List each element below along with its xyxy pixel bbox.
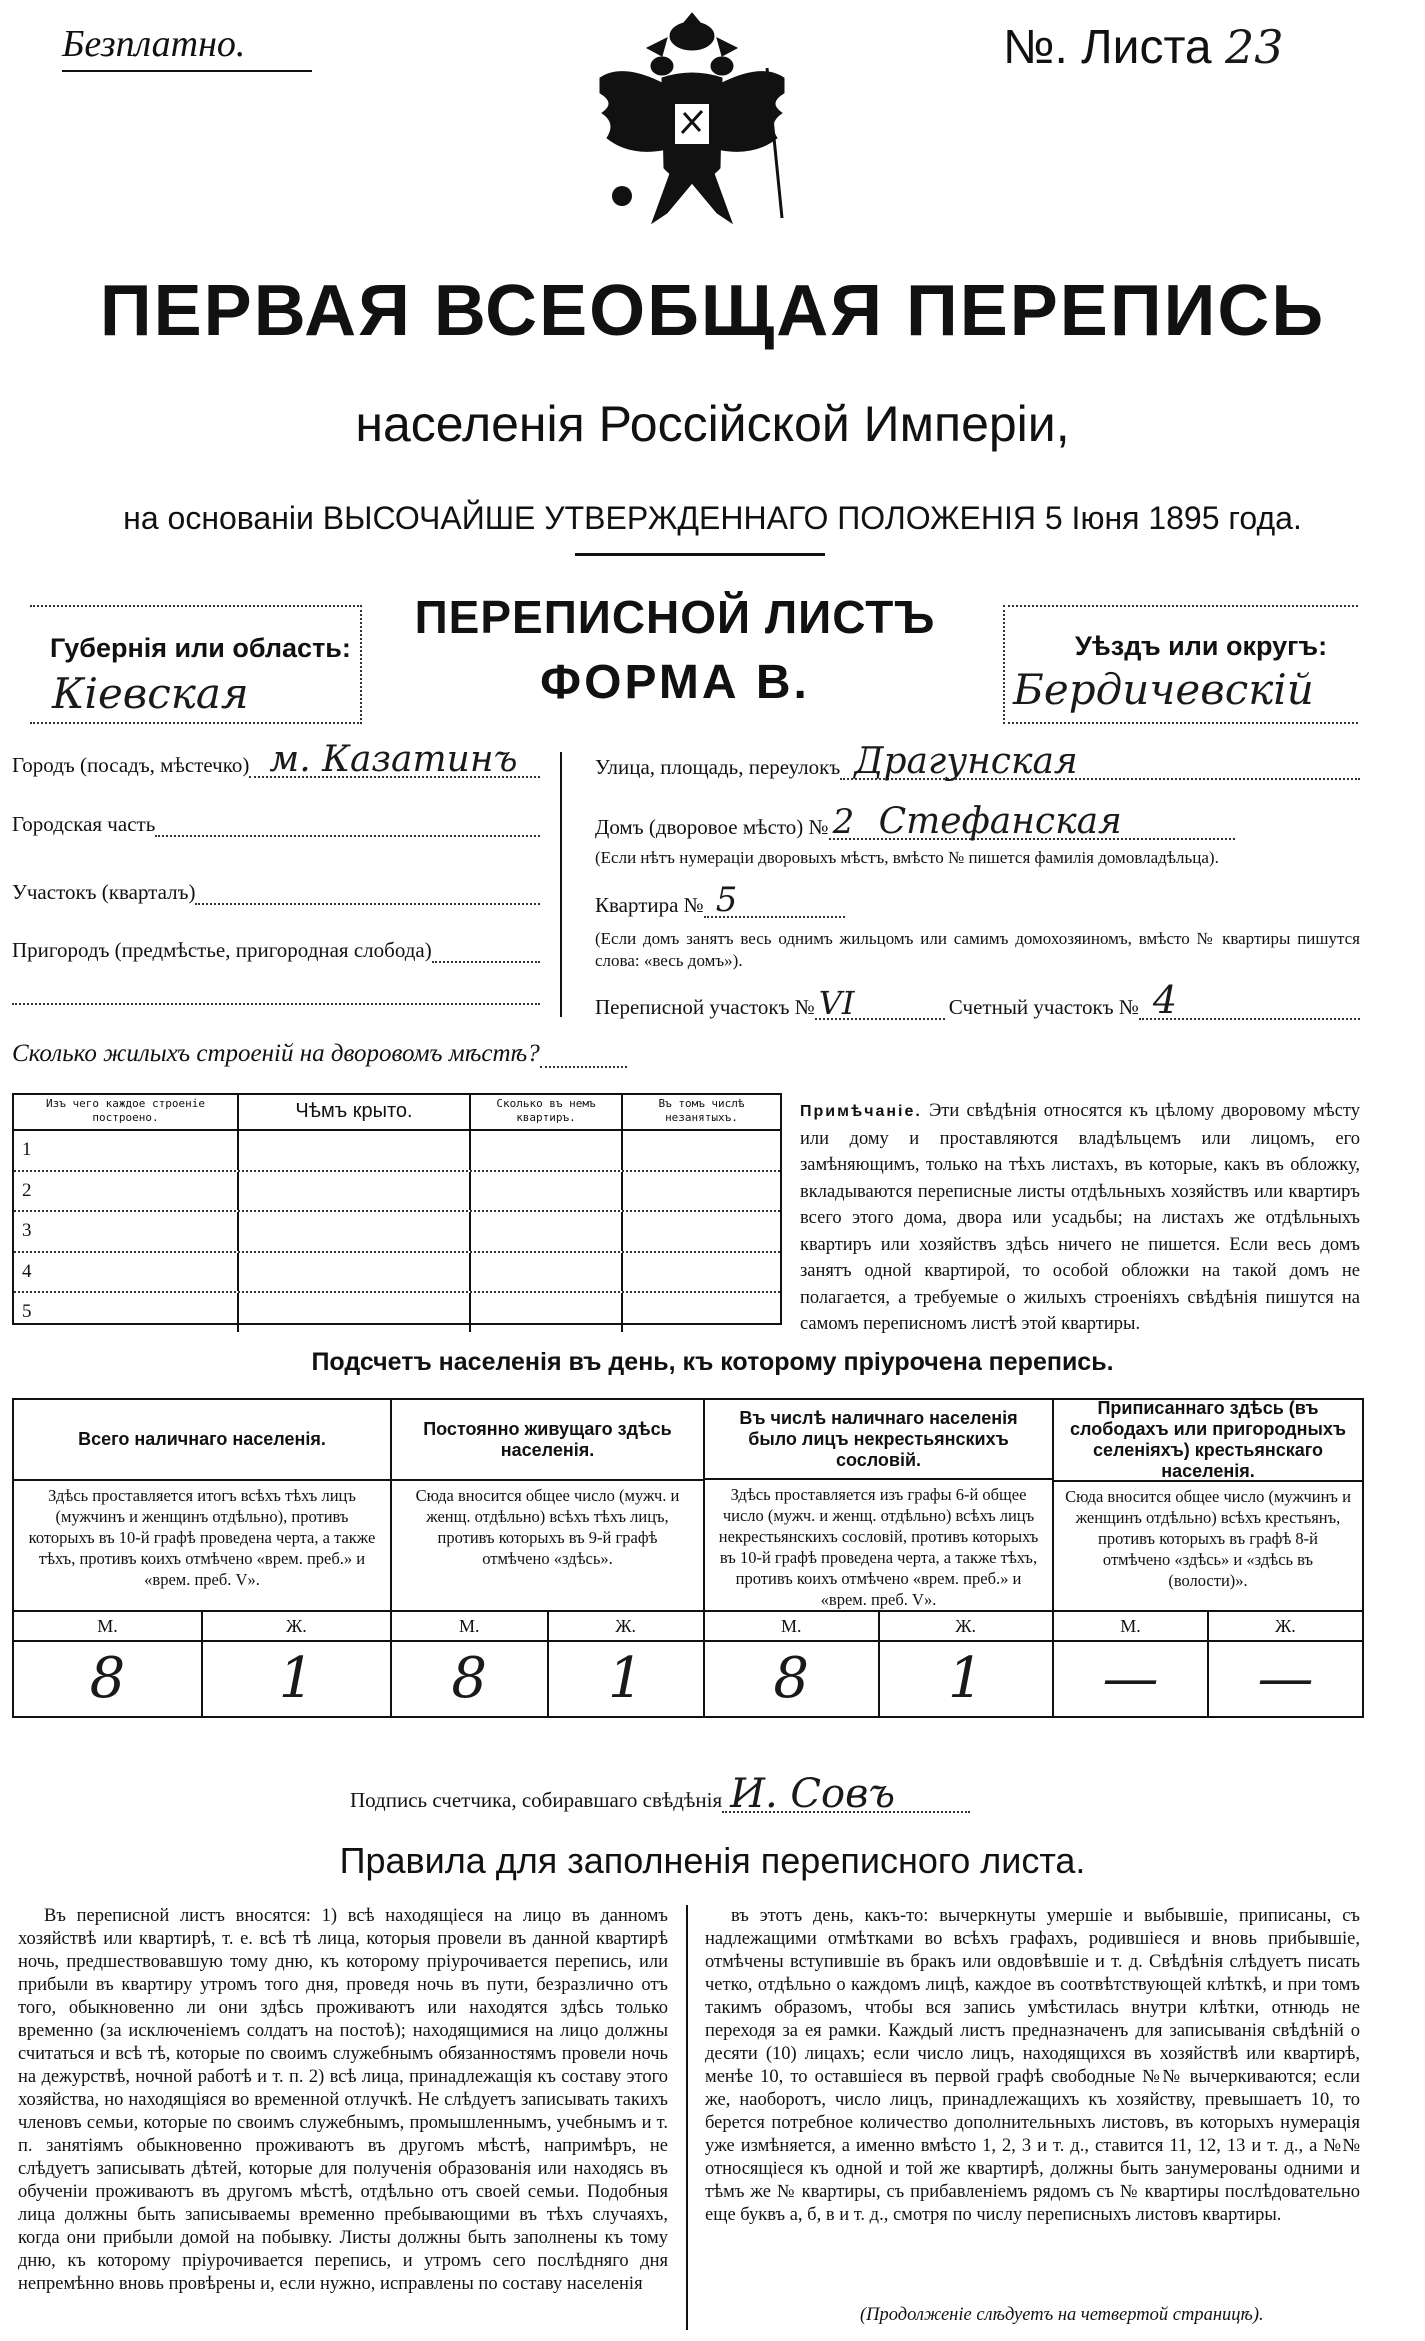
- count-column-head: Постоянно живущаго здѣсь населенія.: [392, 1400, 703, 1481]
- count-column: [1054, 1400, 1362, 1716]
- buildings-table: [12, 1093, 782, 1325]
- city-part-label: Городская часть: [12, 812, 156, 836]
- female-count-value[interactable]: —: [1257, 1646, 1314, 1711]
- rules-divider: [686, 1905, 688, 2330]
- uezd-label: Уѣздъ или округъ:: [1075, 631, 1328, 661]
- material-cell[interactable]: [14, 1131, 239, 1170]
- count-column: [392, 1400, 705, 1716]
- imperial-eagle-emblem: [592, 8, 792, 233]
- apartments-cell[interactable]: [471, 1212, 623, 1251]
- count-title: Подсчетъ населенія въ день, къ которому пріурочена перепись.: [311, 1348, 1114, 1376]
- apartment-note: (Если домъ занятъ весь однимъ жильцомъ или самимъ домохозяиномъ, вмѣсто № квартиры пишутся слова: «весь домъ»).: [595, 929, 1360, 970]
- vacant-cell[interactable]: [623, 1293, 780, 1332]
- buildings-question: Сколько жилыхъ строеній на дворовомъ мѣстѣ?: [12, 1040, 540, 1067]
- apartments-cell[interactable]: [471, 1172, 623, 1211]
- male-count-value[interactable]: 8: [14, 1642, 203, 1716]
- row-number: 2: [22, 1179, 32, 1201]
- count-column-head: Всего наличнаго населенія.: [14, 1400, 390, 1481]
- rules-left-column: Въ переписной листъ вносятся: 1) всѣ находящіеся на лицо въ данномъ хозяйствѣ или квартирѣ, т. е. всѣ тѣ лица, которыя провели въ данной квартирѣ ночь, предшествовавшую тому дню, къ которому пріурочивается перепись, или прибыли въ квартиру утромъ того дня, проведя ночь въ пути, безразлично отъ того, обыкновенно ли они здѣсь проживаютъ или находятся здѣсь только временно (за исключеніемъ солдатъ на постоѣ); находящимися на лицо должны считаться и всѣ тѣ, которые по своимъ служебнымъ обязанностямъ провели ночь на дежурствѣ, ночной работѣ и т. п. 2) всѣ лица, принадлежащія къ составу этого хозяйства, но находящіяся во временной отлучкѣ. Не слѣдуетъ записывать такихъ членовъ семьи, которые по своимъ служебнымъ, промышленнымъ, учебнымъ и т. п. занятіямъ обыкновенно проживаютъ въ другомъ мѣстѣ, напримѣръ, не слѣдуетъ записывать дѣтей, которые для полученія образованія или находясь въ обученіи проживаютъ въ другомъ мѣстѣ, отдѣльно отъ своей семьи. Подобныя лица должны быть записываемы временно пребывающими въ тѣхъ случаяхъ, когда они прибыли домой на побывку. Листы должны быть заполнены къ тому дню, къ которому пріурочивается перепись, и утромъ сего послѣдняго дня непремѣнно вновь провѣрены и, если нужно, исправлены по составу населенія: [18, 1906, 668, 2294]
- col-apartments: Сколько въ немъ квартиръ.: [471, 1095, 623, 1129]
- vacant-cell[interactable]: [623, 1131, 780, 1170]
- legal-basis: на основаніи ВЫСОЧАЙШЕ УТВЕРЖДЕННАГО ПОЛОЖЕНІЯ 5 Іюня 1895 года.: [123, 500, 1302, 536]
- buildings-row: [14, 1212, 780, 1253]
- row-number: 5: [22, 1301, 32, 1322]
- female-label: Ж.: [286, 1616, 307, 1636]
- city-label: Городъ (посадъ, мѣстечко): [12, 753, 250, 777]
- male-label: М.: [392, 1612, 549, 1640]
- count-column-head: Приписаннаго здѣсь (въ слободахъ или пригородныхъ селеніяхъ) крестьянскаго населенія.: [1054, 1400, 1362, 1482]
- suburb-field[interactable]: [432, 939, 540, 963]
- col-material: Изъ чего каждое строеніе построено.: [14, 1095, 239, 1129]
- house-owner: Стефанская: [878, 801, 1122, 842]
- male-label: М.: [1054, 1612, 1209, 1640]
- house-row: [595, 801, 1235, 842]
- count-column-desc: Здѣсь проставляется изъ графы 6-й общее число (мужч. и женщ. отдѣльно) всѣхъ лицъ некрестьянскихъ сословій, противъ которыхъ въ 10-й графѣ проведена черта, а также тѣхъ, противъ коихъ отмѣчено «врем. преб.» и «врем. преб. V».: [705, 1480, 1052, 1612]
- city-value: м. Казатинъ: [269, 739, 518, 780]
- apartment-row: [595, 880, 845, 920]
- row-number: 4: [22, 1260, 32, 1282]
- count-district-value: 4: [1152, 978, 1178, 1022]
- roof-cell[interactable]: [239, 1131, 471, 1170]
- house-label: Домъ (дворовое мѣсто) №: [595, 815, 829, 839]
- count-column-desc: Сюда вносится общее число (мужч. и женщ. отдѣльно) всѣхъ тѣхъ лицъ, противъ которыхъ въ 9-й графѣ отмѣчено «здѣсь».: [392, 1481, 703, 1612]
- city-row: [12, 739, 540, 780]
- female-count-value[interactable]: 1: [607, 1646, 644, 1711]
- census-district-field[interactable]: [815, 984, 945, 1022]
- roof-cell[interactable]: [239, 1293, 471, 1332]
- female-label: Ж.: [1275, 1616, 1296, 1636]
- sheet-number-value: 23: [1224, 20, 1284, 74]
- buildings-table-header: [14, 1095, 780, 1131]
- col-vacant: Въ томъ числѣ незанятыхъ.: [658, 1097, 745, 1124]
- count-mf-labels: [1054, 1612, 1362, 1642]
- city-part-field[interactable]: [155, 813, 540, 837]
- roof-cell[interactable]: [239, 1172, 471, 1211]
- count-mf-values: [1054, 1642, 1362, 1716]
- signature-value: И. Совъ: [730, 1771, 896, 1817]
- count-district-label: Счетный участокъ №: [948, 995, 1139, 1019]
- house-field[interactable]: [829, 801, 1235, 842]
- note-title: Примѣчаніе.: [800, 1103, 922, 1120]
- count-mf-values: [705, 1642, 1052, 1716]
- count-district-field[interactable]: [1139, 978, 1360, 1022]
- street-field[interactable]: [840, 741, 1360, 782]
- title-rule: [575, 553, 825, 556]
- roof-cell[interactable]: [239, 1212, 471, 1251]
- col-roof: Чѣмъ крыто.: [239, 1095, 471, 1129]
- uezd-value[interactable]: Бердичевскій: [1013, 665, 1314, 714]
- page-title: ПЕРВАЯ ВСЕОБЩАЯ ПЕРЕПИСЬ: [99, 271, 1326, 351]
- count-table: [12, 1398, 1364, 1718]
- street-label: Улица, площадь, переулокъ: [595, 755, 841, 779]
- house-note: (Если нѣтъ нумераціи дворовыхъ мѣстъ, вмѣсто № пишется фамилія домовладѣльца).: [595, 848, 1219, 867]
- city-field[interactable]: [249, 739, 540, 780]
- apartment-field[interactable]: [704, 880, 845, 920]
- material-cell[interactable]: [14, 1212, 239, 1251]
- page-subtitle: населенія Россійской Имперіи,: [355, 396, 1070, 452]
- apartment-label: Квартира №: [595, 893, 704, 917]
- uezd-box: [1003, 605, 1358, 724]
- suburb-row: [12, 938, 540, 963]
- gubernia-box: [30, 605, 362, 724]
- buildings-question-field[interactable]: [540, 1042, 627, 1068]
- count-mf-labels: [14, 1612, 390, 1642]
- signature-row: [350, 1771, 970, 1817]
- female-count-value[interactable]: 1: [278, 1646, 315, 1711]
- suburb-field-2[interactable]: [12, 1003, 540, 1005]
- rules-title: Правила для заполненія переписного листа.: [339, 1840, 1086, 1881]
- count-column-head: Въ числѣ наличнаго населенія было лицъ некрестьянскихъ сословій.: [705, 1400, 1052, 1480]
- count-column-desc: Сюда вносится общее число (мужчинъ и женщинъ отдѣльно) всѣхъ крестьянъ, противъ которыхъ въ графѣ 8-й отмѣчено «здѣсь» и «здѣсь въ (волости)».: [1054, 1482, 1362, 1612]
- row-number: 1: [22, 1139, 32, 1160]
- district-field[interactable]: [195, 881, 540, 905]
- buildings-question-row: [12, 1040, 627, 1068]
- material-cell[interactable]: [14, 1293, 239, 1332]
- count-mf-values: [14, 1642, 390, 1716]
- apartments-cell[interactable]: [471, 1293, 623, 1332]
- sheet-number-label: №. Листа: [1003, 21, 1212, 74]
- count-column-desc: Здѣсь проставляется итогъ всѣхъ тѣхъ лицъ (мужчинъ и женщинъ отдѣльно), противъ которыхъ въ 10-й графѣ проведена черта, а также тѣхъ, противъ коихъ отмѣчено «врем. преб.» и «врем. преб. V».: [14, 1481, 390, 1612]
- district-row: [12, 880, 540, 905]
- roof-cell[interactable]: [239, 1253, 471, 1292]
- buildings-row: [14, 1131, 780, 1172]
- district-label: Участокъ (кварталъ): [12, 880, 196, 904]
- buildings-row: [14, 1293, 780, 1332]
- gubernia-label: Губернія или область:: [50, 633, 351, 663]
- count-mf-values: [392, 1642, 703, 1716]
- census-district-value: VI: [818, 984, 855, 1022]
- address-divider: [560, 752, 562, 1017]
- form-label: ФОРМА В.: [540, 656, 810, 709]
- female-count-value[interactable]: 1: [947, 1646, 984, 1711]
- signature-label: Подпись счетчика, собиравшаго свѣдѣнія: [350, 1788, 723, 1812]
- male-count-value[interactable]: 8: [392, 1642, 549, 1716]
- free-underline: [62, 70, 312, 72]
- apartment-value: 5: [715, 880, 738, 920]
- vacant-cell[interactable]: [623, 1212, 780, 1251]
- suburb-label: Пригородъ (предмѣстье, пригородная слобода): [12, 938, 432, 962]
- rules-right-column: въ этотъ день, какъ-то: вычеркнуты умершіе и выбывшіе, приписаны, съ надлежащими отмѣтками во всѣхъ графахъ, родившіеся и вновь прибывшіе, отмѣчены вступившіе въ бракъ или овдовѣвшіе и т. д. Свѣдѣнія слѣдуетъ писать четко, отдѣльно о каждомъ лицѣ, каждое въ соотвѣтствующей клѣткѣ, и при томъ такимъ образомъ, чтобы вся запись умѣстилась внутри клѣтки, отнюдь не переходя за ея рамки. Каждый листъ предназначенъ для записыванія свѣдѣній о десяти (10) лицахъ; если число лицъ, находящихся въ хозяйствѣ или квартирѣ, менѣе 10, то оставшіеся въ первой графѣ свободные №№ вычеркиваются; если же, наоборотъ, число лицъ, принадлежащихъ къ хозяйству, превышаетъ 10, то берется потребное количество дополнительныхъ листовъ, въ которыхъ нумерація уже измѣняется, а именно вмѣсто 1, 2, 3 и т. д., ставится 11, 12, 13 и т. д., а №№ относящіеся къ одной и той же квартирѣ, должны быть занумерованы одними и тѣмъ же № квартиры, съ прибавленіемъ рядомъ съ № квартиры послѣдовательно еще буквъ а, б, в и т. д., смотря по числу переписныхъ листовъ квартиры.: [705, 1906, 1360, 2225]
- house-number: 2: [832, 802, 855, 842]
- male-label: М.: [705, 1612, 880, 1640]
- female-label: Ж.: [955, 1616, 977, 1636]
- female-label: Ж.: [615, 1616, 637, 1636]
- city-part-row: [12, 812, 540, 837]
- material-cell[interactable]: [14, 1172, 239, 1211]
- material-cell[interactable]: [14, 1253, 239, 1292]
- note-text: Эти свѣдѣнія относятся къ цѣлому дворовому мѣсту или дому и проставляются владѣльцемъ или лицомъ, его замѣняющимъ, только на тѣхъ листахъ, въ которые, какъ въ обложку, вкладываются переписные листы отдѣльныхъ хозяйствъ или квартиръ всего этого дома, двора или усадьбы; на листахъ же отдѣльныхъ квартиръ или хозяйствъ здѣсь ничего не пишется. Если весь домъ занятъ одной квартирой, то особой обложки на такой домъ не полагается, а требуемые о жилыхъ строеніяхъ свѣдѣнія пишутся на самомъ переписномъ листѣ этой квартиры.: [800, 1101, 1360, 1334]
- apartments-cell[interactable]: [471, 1131, 623, 1170]
- note-block: [800, 1098, 1360, 1338]
- buildings-row: [14, 1253, 780, 1294]
- census-sheet-title: ПЕРЕПИСНОЙ ЛИСТЪ: [414, 591, 936, 643]
- row-number: 3: [22, 1220, 32, 1241]
- buildings-row: [14, 1172, 780, 1213]
- male-label: М.: [14, 1612, 203, 1640]
- count-mf-labels: [392, 1612, 703, 1642]
- sheet-number: [1003, 20, 1284, 75]
- gubernia-value[interactable]: Кіевская: [52, 669, 249, 718]
- street-row: [595, 741, 1360, 782]
- male-count-value[interactable]: 8: [705, 1642, 880, 1716]
- vacant-cell[interactable]: [623, 1172, 780, 1211]
- free-label: Безплатно.: [62, 23, 246, 65]
- signature-field[interactable]: [722, 1771, 970, 1817]
- male-count-value[interactable]: —: [1054, 1642, 1209, 1716]
- apartments-cell[interactable]: [471, 1253, 623, 1292]
- count-mf-labels: [705, 1612, 1052, 1642]
- count-column: [14, 1400, 392, 1716]
- rules-continued: (Продолженіе слѣдуетъ на четвертой страницѣ).: [860, 2305, 1264, 2325]
- census-district-label: Переписной участокъ №: [595, 995, 815, 1019]
- vacant-cell[interactable]: [623, 1253, 780, 1292]
- street-value: Драгунская: [854, 741, 1078, 782]
- count-column: [705, 1400, 1054, 1716]
- districts-row: [595, 978, 1360, 1022]
